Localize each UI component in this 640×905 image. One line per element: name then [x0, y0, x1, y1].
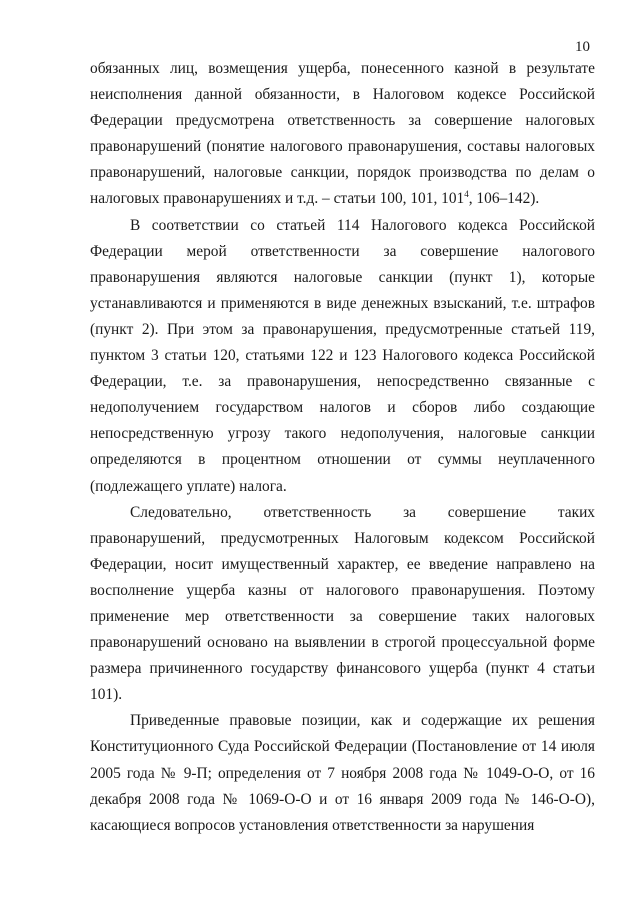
document-body [90, 56, 595, 839]
paragraph-1 [90, 56, 595, 213]
paragraph-1-text: обязанных лиц, возмещения ущерба, понесенного казной в результате неисполнения данной обязанности, в Налоговом кодексе Российской Федерации предусмотрена ответственность за совершение налоговых правонарушений (понятие налогового правонарушения, составы налоговых правонарушений, налоговые санкции, порядок производства по делам о налоговых правонарушениях и т.д. – статьи 100, 101, 101 [90, 60, 595, 208]
paragraph-2: В соответствии со статьей 114 Налогового кодекса Российской Федерации мерой ответственности за совершение налогового правонарушения являются налоговые санкции (пункт 1), которые устанавливаются и применяются в виде денежных взысканий, т.е. штрафов (пункт 2). При этом за правонарушения, предусмотренные статьей 119, пунктом 3 статьи 120, статьями 122 и 123 Налогового кодекса Российской Федерации, т.е. за правонарушения, непосредственно связанные с недополучением государством налогов и сборов либо создающие непосредственную угрозу такого недополучения, налоговые санкции определяются в процентном отношении от суммы неуплаченного (подлежащего уплате) налога. [90, 216, 595, 495]
paragraph-3: Следовательно, ответственность за совершение таких правонарушений, предусмотренных Налоговым кодексом Российской Федерации, носит имущественный характер, ее введение направлено на восполнение ущерба казны от налогового правонарушения. Поэтому применение мер ответственности за совершение таких налоговых правонарушений основано на выявлении в строгой процессуальной форме размера причиненного государству финансового ущерба (пункт 4 статьи 101). [90, 503, 595, 704]
page-number: 10 [575, 39, 590, 55]
superscript: 4 [464, 189, 469, 200]
paragraph-1-text-end: , 106–142). [468, 190, 540, 208]
paragraph-4: Приведенные правовые позиции, как и содержащие их решения Конституционного Суда Российской Федерации (Постановление от 14 июля 2005 года № 9-П; определения от 7 ноября 2008 года № 1049-О-О, от 16 декабря 2008 года № 1069-О-О и от 16 января 2009 года № 146-О-О), касающиеся вопросов установления ответственности за нарушения [90, 712, 595, 834]
